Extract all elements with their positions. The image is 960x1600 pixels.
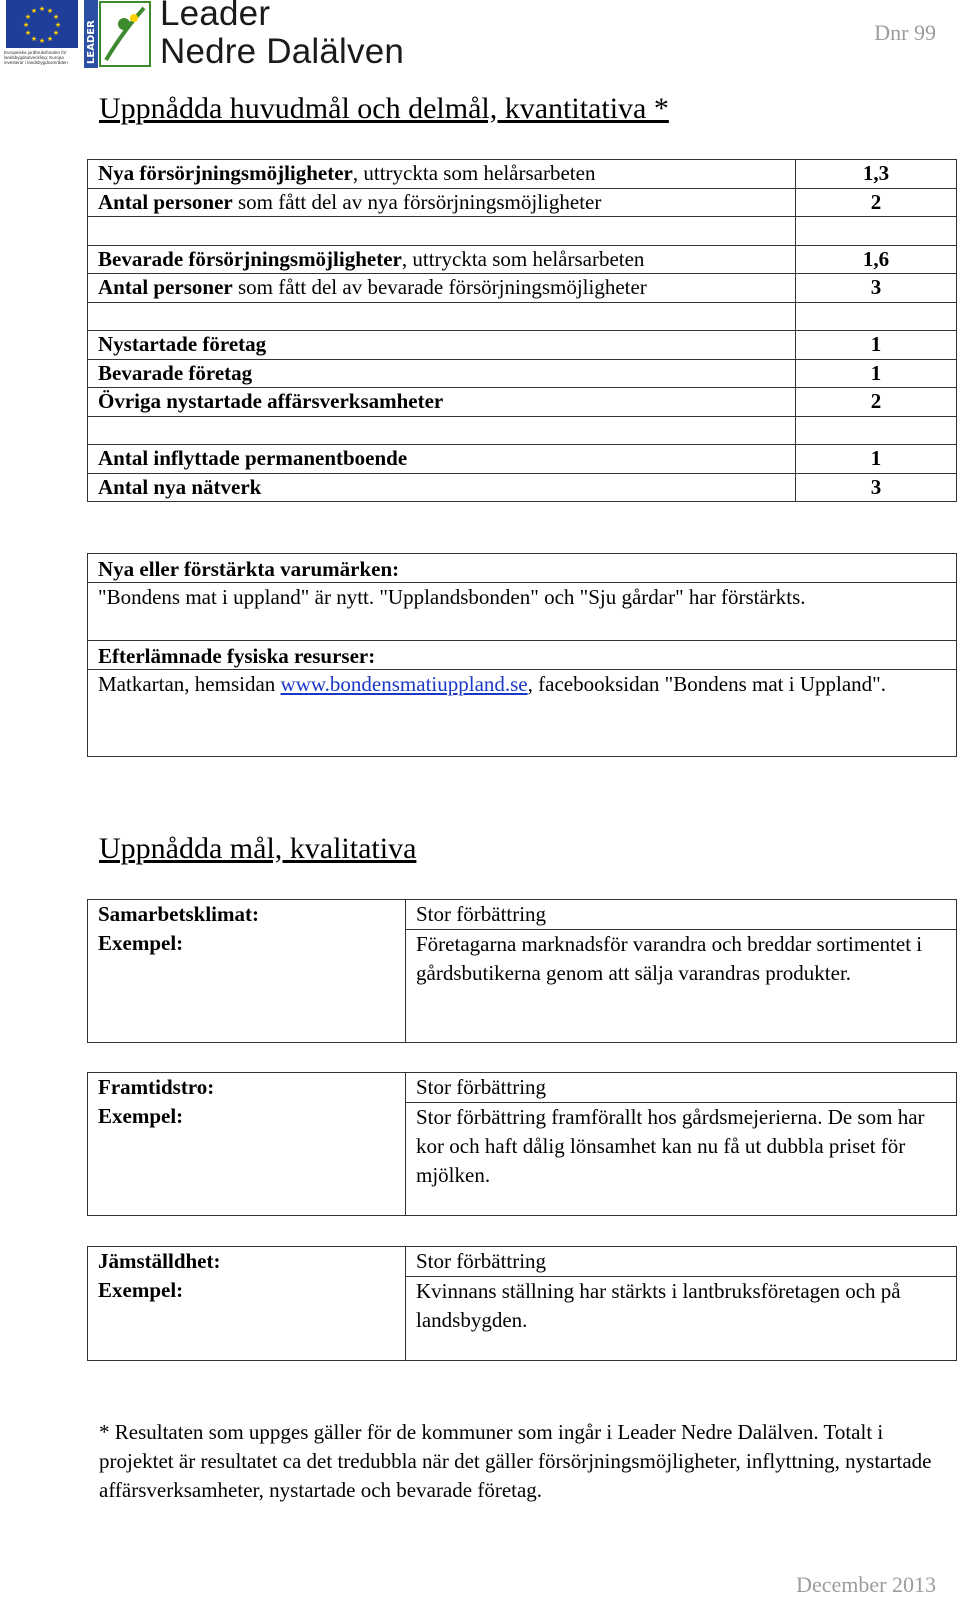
svg-text:★: ★: [46, 35, 54, 43]
brands-label: Nya eller förstärkta varumärken:: [88, 554, 956, 583]
brand-title-line1: Leader: [160, 0, 271, 33]
svg-text:★: ★: [46, 7, 54, 15]
eu-caption: Europeiska jordbruksfonden för landsbygdsutveckling: Europa investerar i landsbygdsområden: [4, 50, 68, 65]
eu-flag-logo: [6, 0, 78, 48]
svg-text:★: ★: [30, 35, 38, 43]
row-label: Övriga nystartade affärsverksamheter: [88, 388, 796, 417]
qualitative-item-jamstalldhet: [87, 1246, 957, 1361]
svg-text:★: ★: [54, 21, 62, 29]
row-value: 3: [796, 274, 957, 303]
row-value: [796, 416, 957, 445]
qualitative-rating: Stor förbättring: [406, 900, 956, 930]
row-value: 1: [796, 359, 957, 388]
row-value: 1,6: [796, 245, 957, 274]
brand-title-line2: Nedre Dalälven: [160, 32, 405, 71]
qualitative-example: Stor förbättring framförallt hos gårdsmejerierna. De som har kor och haft dålig lönsamhet kan nu få ut dubbla priset för mjölken.: [416, 1105, 925, 1187]
row-value: 3: [796, 473, 957, 502]
example-label: Exempel:: [98, 1104, 184, 1128]
resources-label: Efterlämnade fysiska resurser:: [88, 641, 956, 670]
website-link[interactable]: www.bondensmatiuppland.se: [280, 672, 528, 696]
qualitative-example: Kvinnans ställning har stärkts i lantbruksföretagen och på landsbygden.: [416, 1279, 901, 1332]
table-row: [88, 416, 957, 445]
leader-logo: [84, 0, 152, 68]
row-value: [796, 302, 957, 331]
qualitative-example: Företagarna marknadsför varandra och breddar sortimentet i gårdsbutikerna genom att sälja varandras produkter.: [416, 932, 923, 985]
row-label: [88, 302, 796, 331]
qualitative-rating: Stor förbättring: [406, 1073, 956, 1103]
svg-text:★: ★: [22, 21, 30, 29]
row-label: [88, 416, 796, 445]
qualitative-label: Framtidstro:: [98, 1075, 215, 1099]
row-label: Antal nya nätverk: [88, 473, 796, 502]
svg-text:★: ★: [52, 13, 60, 21]
table-row: [88, 188, 957, 217]
row-label: Nya försörjningsmöjligheter, uttryckta som helårsarbeten: [88, 160, 796, 189]
row-value: 2: [796, 388, 957, 417]
row-label: Nystartade företag: [88, 331, 796, 360]
table-row: [88, 359, 957, 388]
svg-text:★: ★: [38, 37, 46, 45]
table-row: [88, 160, 957, 189]
qualitative-label: Samarbetsklimat:: [98, 902, 259, 926]
row-label: Antal personer som fått del av bevarade försörjningsmöjligheter: [88, 274, 796, 303]
svg-text:LEADER: LEADER: [86, 20, 97, 64]
resources-text: Matkartan, hemsidan www.bondensmatiuppland.se, facebooksidan "Bondens mat i Uppland".: [98, 672, 886, 696]
table-row: [88, 445, 957, 474]
example-label: Exempel:: [98, 1278, 184, 1302]
row-value: 1,3: [796, 160, 957, 189]
quantitative-heading: Uppnådda huvudmål och delmål, kvantitativa *: [99, 92, 669, 125]
row-value: [796, 217, 957, 246]
quantitative-table: [87, 159, 957, 502]
footnote: * Resultaten som uppges gäller för de kommuner som ingår i Leader Nedre Dalälven. Totalt i projektet är resultatet ca det tredubbla när det gäller försörjningsmöjligheter, inflyttning, nystartade affärsverksamheter, nystartade och bevarade företag.: [99, 1420, 932, 1502]
qualitative-rating: Stor förbättring: [406, 1247, 956, 1277]
resources-box: [87, 641, 957, 757]
row-label: [88, 217, 796, 246]
svg-text:★: ★: [52, 29, 60, 37]
document-number: Dnr 99: [874, 20, 936, 45]
example-label: Exempel:: [98, 931, 184, 955]
qualitative-item-framtidstro: [87, 1072, 957, 1216]
svg-text:★: ★: [24, 13, 32, 21]
table-row: [88, 245, 957, 274]
document-date: December 2013: [796, 1572, 936, 1597]
row-label: Bevarade försörjningsmöjligheter, uttryckta som helårsarbeten: [88, 245, 796, 274]
table-row: [88, 331, 957, 360]
qualitative-heading: Uppnådda mål, kvalitativa: [99, 832, 417, 865]
row-label: Antal inflyttade permanentboende: [88, 445, 796, 474]
table-row: [88, 473, 957, 502]
row-label: Antal personer som fått del av nya försörjningsmöjligheter: [88, 188, 796, 217]
row-value: 1: [796, 331, 957, 360]
row-label: Bevarade företag: [88, 359, 796, 388]
svg-text:★: ★: [24, 29, 32, 37]
table-row: [88, 302, 957, 331]
brands-box: [87, 553, 957, 641]
row-value: 1: [796, 445, 957, 474]
qualitative-label: Jämställdhet:: [98, 1249, 221, 1273]
eu-stars-icon: [6, 0, 78, 48]
svg-text:★: ★: [38, 5, 46, 13]
table-row: [88, 274, 957, 303]
table-row: [88, 388, 957, 417]
svg-text:★: ★: [30, 7, 38, 15]
brands-text: "Bondens mat i uppland" är nytt. "Upplandsbonden" och "Sju gårdar" har förstärkts.: [98, 585, 806, 609]
qualitative-item-samarbetsklimat: [87, 899, 957, 1043]
row-value: 2: [796, 188, 957, 217]
table-row: [88, 217, 957, 246]
